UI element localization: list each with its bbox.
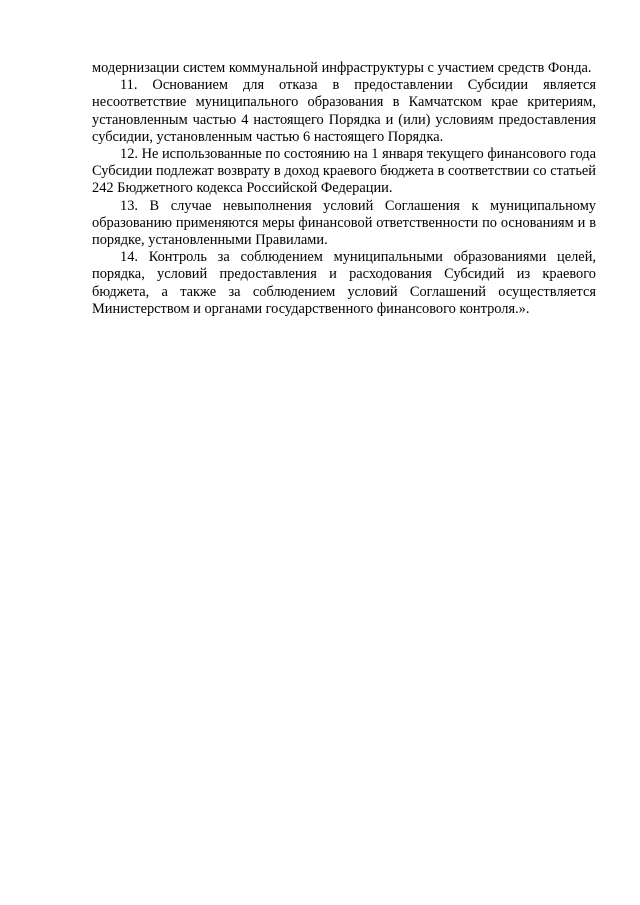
paragraph-12: 12. Не использованные по состоянию на 1 января текущего финансового года Субсидии подлежат возврату в доход краевого бюджета в соответствии со статьей 242 Бюджетного кодекса Российской Федерации. [92,146,596,197]
document-page [92,60,596,318]
paragraph-11: 11. Основанием для отказа в предоставлении Субсидии является несоответствие муниципального образования в Камчатском крае критериям, установленным частью 4 настоящего Порядка и (или) условиям предоставления субсидии, установленным частью 6 настоящего Порядка. [92,77,596,145]
paragraph-13: 13. В случае невыполнения условий Соглашения к муниципальному образованию применяются меры финансовой ответственности по основаниям и в порядке, установленными Правилами. [92,197,596,249]
paragraph-continuation: модернизации систем коммунальной инфраструктуры с участием средств Фонда. [92,60,592,76]
paragraph-14: 14. Контроль за соблюдением муниципальными образованиями целей, порядка, условий предоставления и расходования Субсидий из краевого бюджета, а также за соблюдением условий Соглашений осуществляется Министерством и органами государственного финансового контроля.». [92,249,596,317]
